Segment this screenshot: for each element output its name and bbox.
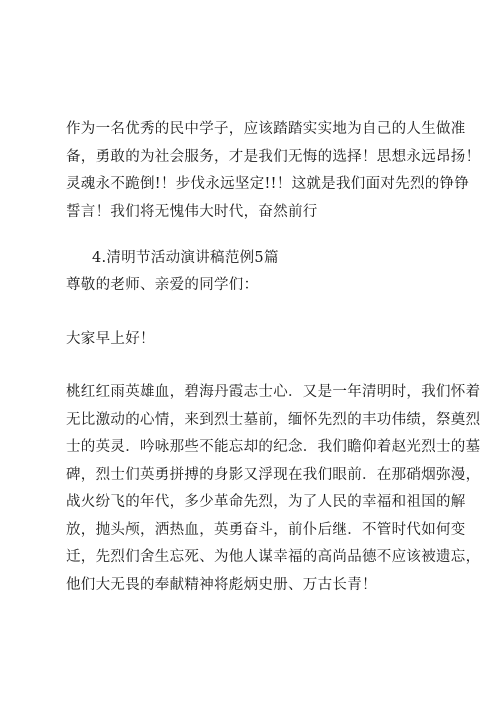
text-line: 放，抛头颅，洒热血，英勇奋斗，前仆后继．不管时代如何变	[66, 521, 466, 538]
main-paragraph	[66, 379, 481, 599]
text-line: 战火纷飞的年代，多少革命先烈，为了人民的幸福和祖国的解	[66, 494, 466, 510]
text-line: 迁，先烈们舍生忘死、为他人谋幸福的高尚品德不应该被遗忘，	[66, 549, 481, 565]
text-line: 士的英灵．吟咏那些不能忘却的纪念．我们瞻仰着赵光烈士的墓	[66, 439, 481, 455]
intro-paragraph	[66, 116, 481, 226]
text-line: 作为一名优秀的民中学子，应该踏踏实实地为自己的人生做准	[66, 121, 466, 137]
section-heading: 4.清明节活动演讲稿范例5篇	[92, 250, 279, 266]
text-line: 灵魂永不跪倒!！步伐永远坚定!!！这就是我们面对先烈的铮铮	[66, 176, 470, 192]
text-line: 桃红红雨英雄血，碧海丹霞志士心．又是一年清明时，我们怀着	[66, 384, 481, 400]
text-line: 碑，烈士们英勇拼搏的身影又浮现在我们眼前．在那硝烟弥漫，	[66, 466, 481, 483]
text-line: 誓言！我们将无愧伟大时代，奋然前行	[66, 203, 318, 220]
text-line: 备，勇敢的为社会服务，才是我们无悔的选择！思想永远昂扬！	[66, 148, 481, 165]
greeting: 大家早上好！	[66, 331, 155, 347]
text-line: 无比激动的心情，来到烈士墓前，缅怀先烈的丰功伟绩，祭奠烈	[66, 411, 481, 428]
text-line: 他们大无畏的奉献精神将彪炳史册、万古长青！	[66, 576, 377, 593]
salutation: 尊敬的老师、亲爱的同学们：	[66, 277, 259, 293]
